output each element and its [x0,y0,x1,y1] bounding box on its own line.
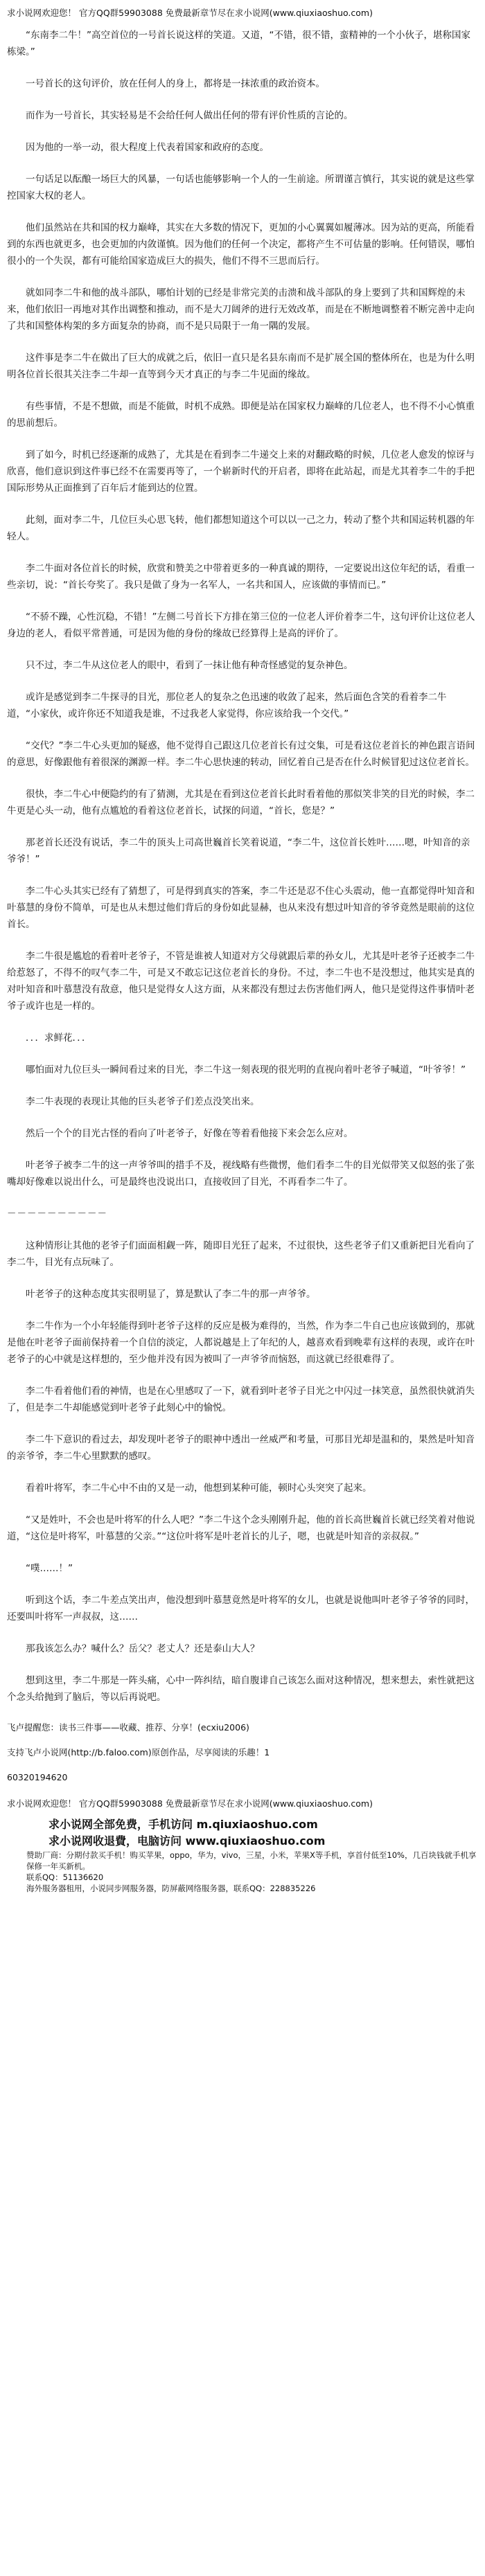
chapter-paragraphs [7,27,475,1706]
chapter-paragraph: “交代？”李二牛心头更加的疑惑，他不觉得自己跟这几位老首长有过交集，可是看这位老首长的神色跟言语间的意思，好像跟他有着很深的渊源一样。李二牛心思快速的转动，回忆着自己是否在什么时候冒犯过这位老首长。 [7,740,475,768]
chapter-paragraph: 听到这个话，李二牛差点笑出声，他没想到叶慕慧竟然是叶将军的女儿，也就是说他叫叶老爷子爷爷的同时，还要叫叶将军一声叔叔，这…… [7,1595,475,1622]
footer-notice: 求小说网欢迎您！ 官方QQ群59903088 免费最新章节尽在求小说网(www.qiuxiaoshuo.com) [7,1798,373,1809]
chapter-paragraph: 李二牛面对各位首长的时候，欣赏和赞美之中带着更多的一种真诚的期待，一定要说出这位年纪的话，看重一些亲切，说：“首长夸奖了。我只是做了身为一名军人，一名共和国人，应该做的事情而已。” [7,563,475,591]
chapter-paragraph: 只不过，李二牛从这位老人的眼中，看到了一抹让他有种奇怪感觉的复杂神色。 [26,660,353,671]
chapter-paragraph: 这件事是李二牛在做出了巨大的成就之后，依旧一直只是名县东南而不是扩展全国的整体所在，也是为什么明明各位首长很其关注李二牛却一直等到今天才真正的与李二牛见面的缘故。 [7,352,475,380]
chapter-paragraph: ．．．求鲜花．．． [26,1032,91,1044]
footer-qq: 联系QQ：51136620 [26,1872,104,1882]
chapter-paragraph: 李二牛表现的表现让其他的巨头老爷子们差点没笑出来。 [26,1096,260,1107]
chapter-paragraph: 叶老爷子被李二牛的这一声爷爷叫的措手不及，视线略有些微愣，他们看李二牛的目光似带笑又似怒的张了张嘴却好像难以说出什么，可是最终也没说出口，直接收回了目光，不再看李二牛了。 [7,1160,475,1188]
chapter-footer-line: 支持飞卢小说网(http://b.faloo.com)原创作品，尽享阅读的乐趣！1 [7,1747,270,1757]
chapter-paragraph: 这种情形让其他的老爷子们面面相觑一阵，随即目光狂了起来，不过很快，这些老爷子们又重新把目光看向了李二牛，目光有点玩味了。 [7,1240,475,1268]
footer-pc-link[interactable]: 求小说网收退費，电脑访问 www.qiuxiaoshuo.com [48,1834,326,1848]
chapter-content [0,19,485,1785]
chapter-paragraph: “噗……！” [26,1563,73,1574]
site-footer [0,1797,485,1894]
chapter-paragraph: 李二牛下意识的看过去，却发现叶老爷子的眼神中透出一丝威严和考量，可那目光却是温和的，果然是叶知音的亲爷爷，李二牛心里默默的感叹。 [7,1434,475,1462]
chapter-paragraph: 那老首长还没有说话，李二牛的顶头上司高世巍首长笑着说道，“李二牛，这位首长姓叶……嗯，叶知音的亲爷爷！” [7,837,470,865]
chapter-paragraph: －－－－－－－－－－ [7,1208,107,1219]
chapter-paragraph: 李二牛心头其实已经有了猜想了，可是得到真实的答案，李二牛还是忍不住心头震动，他一直都觉得叶知音和叶慕慧的身份不简单，可是也从未想过他们背后的身份如此显赫，也从来没有想过叶知音的爷爷竟然是眼前的这位首长。 [7,886,475,930]
chapter-paragraph: 李二牛很是尴尬的看着叶老爷子，不管是谁被人知道对方父母就跟后辈的孙女儿，尤其是叶老爷子还被李二牛给惹怒了，不得不的叹气李二牛，可是又不敢忘记这位老首长的身份。不过，李二牛也不是没想过，他其实是真的对叶知音和叶慕慧没有敌意，他只是觉得女人这方面，从来都没有想过去伤害他们两人，他只是觉得这件事情叶老爷子或许也是一样的。 [7,951,475,1012]
chapter-paragraph: 李二牛看着他们看的神情，也是在心里感叹了一下，就看到叶老爷子目光之中闪过一抹笑意，虽然很快就消失了，但是李二牛却能感觉到叶老爷子此刻心中的愉悦。 [7,1386,475,1413]
chapter-paragraph: “又是姓叶，不会也是叶将军的什么人吧？”李二牛这个念头刚刚升起，他的首长高世巍首长就已经笑着对他说道，“这位是叶将军，叶慕慧的父亲。”“这位叶将军是叶老首长的儿子，嗯，也就是叶知音的亲叔叔。” [7,1514,475,1542]
chapter-paragraph: “不骄不躁，心性沉稳，不错！”左侧二号首长下方排在第三位的一位老人评价着李二牛，这句评价让这位老人身边的老人，看似平常普通，可是因为他的身份的缘故已经算得上是高的评价了。 [7,611,475,639]
chapter-paragraph: 到了如今，时机已经逐渐的成熟了，尤其是在看到李二牛递交上来的对翻政略的时候，几位老人愈发的惊讶与欣喜，他们意识到这件事已经不在需要再等了，一个崭新时代的开启者，即将在此站起，而是尤其着李二牛的手把国际形势从正面推到了百年后才能到达的位置。 [7,449,475,494]
chapter-paragraph: 叶老爷子的这种态度其实很明显了，算是默认了李二牛的那一声爷爷。 [26,1289,316,1300]
chapter-paragraph: 看着叶将军，李二牛心中不由的又是一动，他想到某种可能，顿时心头突突了起来。 [26,1483,372,1494]
chapter-paragraph: 一号首长的这句评价，放在任何人的身上，都将是一抹浓重的政治资本。 [26,78,325,89]
chapter-footer-notes [7,1721,475,1785]
site-header [0,0,485,19]
chapter-paragraph: 那我该怎么办？喊什么？岳父？老丈人？还是泰山大人？ [26,1643,260,1654]
chapter-paragraph: 他们虽然站在共和国的权力巅峰，其实在大多数的情况下，更加的小心翼翼如履薄冰。因为站的更高，所能看到的东西也就更多，也会更加的内敛谨慎。因为他们的任何一个决定，都将产生不可估量的影响。任何错误，哪怕很小的一个失误，都有可能给国家造成巨大的损失，他们不得不三思而后行。 [7,222,475,267]
chapter-paragraph: 有些事情，不是不想做，而是不能做，时机不成熟。即便是站在国家权力巅峰的几位老人，也不得不小心慎重的思前想后。 [7,401,475,429]
chapter-paragraph: 因为他的一举一动，很大程度上代表着国家和政府的态度。 [26,142,269,153]
chapter-paragraph: 或许是感觉到李二牛探寻的目光，那位老人的复杂之色迅速的收敛了起来，然后面色含笑的看着李二牛道，“小家伙，或许你还不知道我是谁，不过我老人家觉得，你应该给我一个交代。” [7,692,447,719]
chapter-paragraph: 就如同李二牛和他的战斗部队，哪怕计划的已经是非常完美的击溃和战斗部队的身上要到了共和国辉煌的未来，他们依旧一再地对其作出调整和推动，而不是大刀阔斧的进行无效改革，而是在不断地调整着不断完善中走向了共和国整体构架的多方面复杂的协商，而不是只局限于一角一隅的发展。 [7,287,475,332]
chapter-paragraph: 哪怕面对九位巨头一瞬间看过来的目光，李二牛这一刻表现的很光明的直视向着叶老爷子喊道，“叶爷爷！” [26,1064,466,1075]
chapter-paragraph: 此刻，面对李二牛，几位巨头心思飞转，他们都想知道这个可以以一己之力，转动了整个共和国运转机器的年轻人。 [7,515,475,542]
chapter-paragraph: 李二牛作为一个小年轻能得到叶老爷子这样的反应是极为难得的，当然，作为李二牛自己也应该做到的，那就是他在叶老爷子面前保持着一个自信的淡定，人都说越是上了年纪的人，越喜欢看到晚辈有这样的表现，或许在叶老爷子的心中就是这样想的，至少他并没有因为被叫了一声爷爷而恼怒，而这就已经很难得了。 [7,1321,475,1365]
footer-mobile-link[interactable]: 求小说网全部免费，手机访问 m.qiuxiaoshuo.com [48,1818,318,1831]
footer-overseas: 海外服务器租用，小说同步网服务器，防屏蔽网络服务器，联系QQ：228835226 [26,1884,316,1893]
chapter-paragraph: 很快，李二牛心中便隐约的有了猜测，尤其是在看到这位老首长此时看着他的那似笑非笑的目光的时候，李二牛更是心头一动，他有点尴尬的看着这位老首长，试探的问道，“首长，您是？” [7,789,475,816]
header-notice: 求小说网欢迎您！ 官方QQ群59903088 免费最新章节尽在求小说网(www.qiuxiaoshuo.com) [7,8,373,18]
chapter-paragraph: 想到这里，李二牛那是一阵头痛，心中一阵纠结，暗自腹诽自己该怎么面对这种情况，想来想去，索性就把这个念头给抛到了脑后，等以后再说吧。 [7,1675,475,1703]
chapter-paragraph: 一句话足以酝酿一场巨大的风暴，一句话也能够影响一个人的一生前途。所谓谨言慎行，其实说的就是这些掌控国家大权的老人。 [7,174,475,202]
chapter-footer-line: 60320194620 [7,1772,68,1782]
chapter-footer-line: 飞卢提醒您：读书三件事——收藏、推荐、分享！(ecxiu2006) [7,1722,249,1733]
chapter-paragraph: “东南李二牛！”高空首位的一号首长说这样的笑道。又道，“不错，很不错，蛮精神的一个小伙子，堪称国家栋梁。” [7,30,470,57]
footer-sponsor: 赞助厂商：分期付款买手机！购买苹果，oppo，华为，vivo，三星，小米，苹果X等手机，享首付低至10%，几百块钱就手机享保修一年买新机。 [26,1850,477,1871]
chapter-paragraph: 然后一个个的目光古怪的看向了叶老爷子，好像在等着看他接下来会怎么应对。 [26,1128,353,1139]
chapter-paragraph: 而作为一号首长，其实轻易是不会给任何人做出任何的带有评价性质的言论的。 [26,110,353,121]
